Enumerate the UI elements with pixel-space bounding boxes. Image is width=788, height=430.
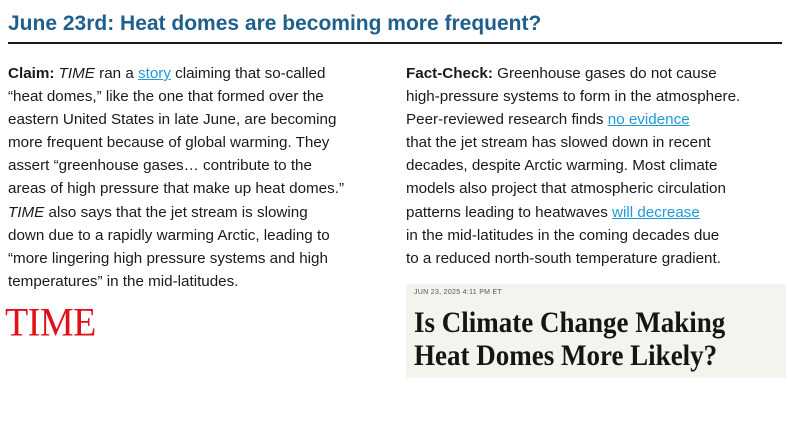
page-header [8,11,782,44]
factcheck-text: patterns leading to heatwaves [406,203,613,221]
article-headline-line-1: Is Climate Change Making [414,306,726,339]
factcheck-line-1 [406,62,784,85]
claim-line-5: assert “greenhouse gases… contribute to the [8,157,312,175]
claim-label: Claim: [8,65,55,82]
time-logo: TIME [5,300,96,345]
factcheck-column [406,62,784,270]
factcheck-line-5: decades, despite Arctic warming. Most climate [406,157,718,175]
article-headline-line-2: Heat Domes More Likely? [414,339,718,372]
claim-line-2: “heat domes,” like the one that formed over the [8,88,324,106]
claim-column [8,62,388,293]
factcheck-line-8: in the mid-latitudes in the coming decades due [406,226,720,244]
claim-line-4: more frequent because of global warming. They [8,134,330,152]
claim-line-10: temperatures” in the mid-latitudes. [8,272,239,290]
factcheck-line-6: models also project that atmospheric circulation [406,180,726,198]
story-link[interactable]: story [138,65,171,82]
factcheck-text: Greenhouse gases do not cause [492,65,717,82]
article-headline [414,306,725,372]
factcheck-line-9: to a reduced north-south temperature gradient. [406,249,721,267]
claim-line-8: down due to a rapidly warming Arctic, leading to [8,226,330,244]
article-date: JUN 23, 2025 4:11 PM ET [414,289,503,296]
factcheck-line-2: high-pressure systems to form in the atmosphere. [406,88,741,106]
page-title: June 23rd: Heat domes are becoming more frequent? [8,12,542,35]
factcheck-label: Fact-Check: [406,65,493,82]
claim-text: also says that the jet stream is slowing [44,203,308,221]
claim-line-6: areas of high pressure that make up heat domes.” [8,180,345,198]
factcheck-line-4: that the jet stream has slowed down in recent [406,134,711,152]
factcheck-line-7 [406,201,784,224]
claim-time-name: TIME [58,65,95,82]
article-screenshot [406,284,786,378]
claim-line-7 [8,201,388,224]
claim-text: claiming that so-called [170,65,326,82]
claim-line-3: eastern United States in late June, are becoming [8,111,337,129]
claim-line-1 [8,62,388,85]
will-decrease-link[interactable]: will decrease [612,203,700,221]
claim-time-name: TIME [8,203,45,221]
no-evidence-link[interactable]: no evidence [607,111,690,129]
claim-text: ran a [94,65,138,82]
claim-line-9: “more lingering high pressure systems and high [8,249,328,267]
factcheck-line-3 [406,108,784,131]
factcheck-text: Peer-reviewed research finds [406,111,608,129]
